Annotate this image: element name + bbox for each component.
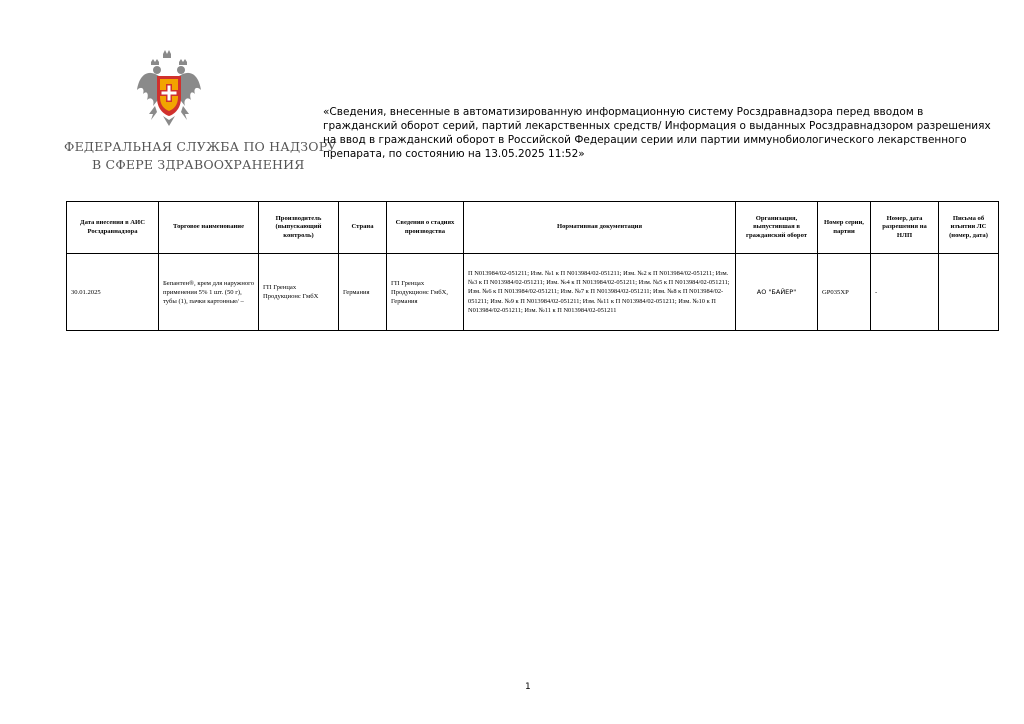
- cell-withdrawal: [939, 254, 999, 331]
- logo-org-name-line-1: ФЕДЕРАЛЬНАЯ СЛУЖБА ПО НАДЗОРУ: [64, 139, 337, 154]
- table-row: [67, 254, 999, 331]
- cell-organization: АО "БАЙЕР": [736, 254, 818, 331]
- header-stages: Сведения о стадиях производства: [387, 202, 464, 254]
- table-header-row: [67, 202, 999, 254]
- rosздравнадзор-logo: [64, 50, 337, 180]
- header-withdrawal: Письма об изъятии ЛС (номер, дата): [939, 202, 999, 254]
- cell-manufacturer: ГП Гренцах Продукционс ГмбХ: [259, 254, 339, 331]
- cell-normative: П N013984/02-051211; Изм. №1 к П N013984/02-051211; Изм. №2 к П N013984/02-051211; Изм. №3 к П N013984/02-051211; Изм. №4 к П N013984/02-051211; Изм. №5 к П N013984/02-051211; Изм. №6 к П N013984/02-051211; Изм. №7 к П N013984/02-051211; Изм. №8 к П N013984/02-051211; Изм. №9 к П N013984/02-051211; Изм. №11 к П N013984/02-051211; Изм. №10 к П N013984/02-051211; Изм. №11 к П N013984/02-051211: [464, 254, 736, 331]
- header-organization: Организация, выпустившая в гражданский оборот: [736, 202, 818, 254]
- document-heading: «Сведения, внесенные в автоматизированную информационную систему Росздравнадзора перед вводом в гражданский оборот серий, партий лекарственных средств/ Информация о выданных Росздравнадзором разрешениях на ввод в гражданский оборот в Российской Федерации серии или партии иммунобиологического лекарственного препарата, по состоянию на 13.05.2025 11:52»: [323, 106, 991, 160]
- page-number: 1: [525, 682, 531, 692]
- header-manufacturer: Производитель (выпускающий контроль): [259, 202, 339, 254]
- cell-stages: ГП Гренцах Продукционс ГмбХ, Германия: [387, 254, 464, 331]
- header-normative: Нормативная документация: [464, 202, 736, 254]
- cell-permit: -: [871, 254, 939, 331]
- header-date: Дата внесения в АИС Росздравнадзора: [67, 202, 159, 254]
- cell-date: 30.01.2025: [67, 254, 159, 331]
- cell-trade-name: Бепантен®, крем для наружного применения 5% 1 шт. (50 г), тубы (1), пачки картонные/ –: [159, 254, 259, 331]
- header-batch: Номер серии, партии: [818, 202, 871, 254]
- header-trade-name: Торговое наименование: [159, 202, 259, 254]
- cell-country: Германия: [339, 254, 387, 331]
- registry-table: [66, 201, 999, 331]
- header-country: Страна: [339, 202, 387, 254]
- cell-batch: GP035XP: [818, 254, 871, 331]
- logo-org-name-line-2: В СФЕРЕ ЗДРАВООХРАНЕНИЯ: [92, 157, 305, 172]
- header-permit: Номер, дата разрешения на НЛП: [871, 202, 939, 254]
- double-headed-eagle-emblem-icon: [137, 50, 201, 134]
